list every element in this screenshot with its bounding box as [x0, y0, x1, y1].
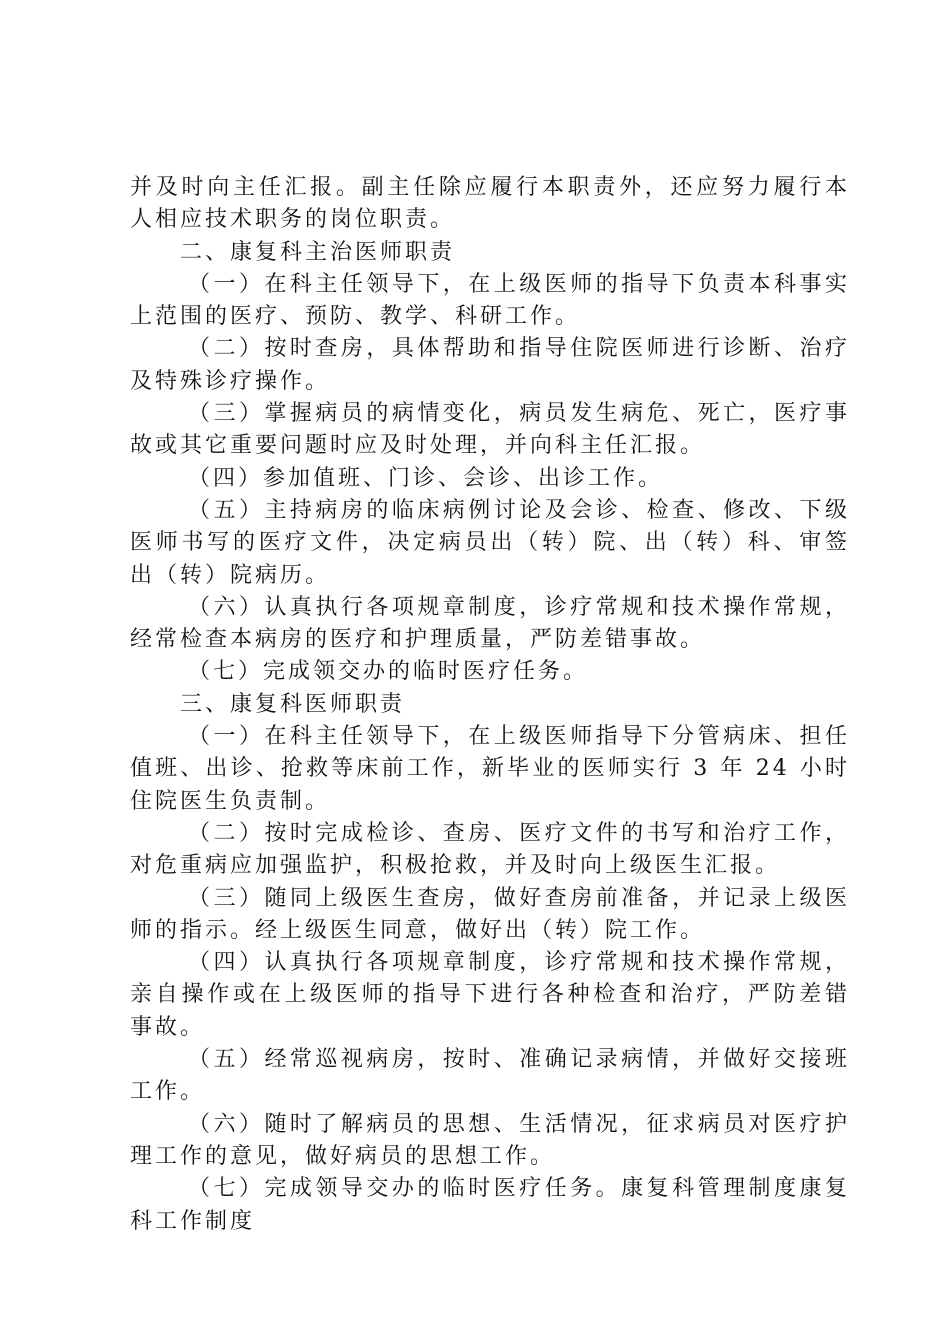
duty-item: （七）完成领交办的临时医疗任务。	[188, 659, 589, 685]
duty-item: （七）完成领导交办的临时医疗任务。康复科管理制度康复科工作制度	[130, 1176, 850, 1234]
duty-item: （一）在科主任领导下，在上级医师的指导下负责本科事实上范围的医疗、预防、教学、科研工作。	[130, 271, 850, 330]
duty-item: （四）认真执行各项规章制度，诊疗常规和技术操作常规，亲自操作或在上级医师的指导下进行各种检查和治疗，严防差错事故。	[130, 950, 850, 1040]
section-heading-physician: 三、康复科医师职责	[180, 691, 406, 717]
duty-item: （三）随同上级医生查房，做好查房前准备，并记录上级医师的指示。经上级医生同意，做好出（转）院工作。	[130, 885, 850, 943]
section-heading-attending-physician: 二、康复科主治医师职责	[180, 239, 456, 265]
duty-item: （四）参加值班、门诊、会诊、出诊工作。	[188, 465, 664, 491]
duty-item: （二）按时完成检诊、查房、医疗文件的书写和治疗工作，对危重病应加强监护，积极抢救，并及时向上级医生汇报。	[130, 820, 850, 879]
duty-item: （五）主持病房的临床病例讨论及会诊、检查、修改、下级医师书写的医疗文件，决定病员出（转）院、出（转）科、审签出（转）院病历。	[130, 497, 850, 588]
duty-item: （六）认真执行各项规章制度，诊疗常规和技术操作常规，经常检查本病房的医疗和护理质量，严防差错事故。	[130, 594, 850, 653]
duty-item: （六）随时了解病员的思想、生活情况，征求病员对医疗护理工作的意见，做好病员的思想工作。	[130, 1111, 850, 1169]
duty-item: （五）经常巡视病房，按时、准确记录病情，并做好交接班工作。	[130, 1047, 850, 1105]
duty-item: （二）按时查房，具体帮助和指导住院医师进行诊断、治疗及特殊诊疗操作。	[130, 336, 850, 394]
paragraph-continuation: 并及时向主任汇报。副主任除应履行本职责外，还应努力履行本人相应技术职务的岗位职责。	[130, 175, 850, 233]
duty-item: （一）在科主任领导下，在上级医师指导下分管病床、担任值班、出诊、抢救等床前工作，新毕业的医师实行 3 年 24 小时住院医生负责制。	[130, 724, 850, 814]
duty-item: （三）掌握病员的病情变化，病员发生病危、死亡，医疗事故或其它重要问题时应及时处理，并向科主任汇报。	[130, 401, 850, 459]
document-body	[130, 172, 850, 1238]
